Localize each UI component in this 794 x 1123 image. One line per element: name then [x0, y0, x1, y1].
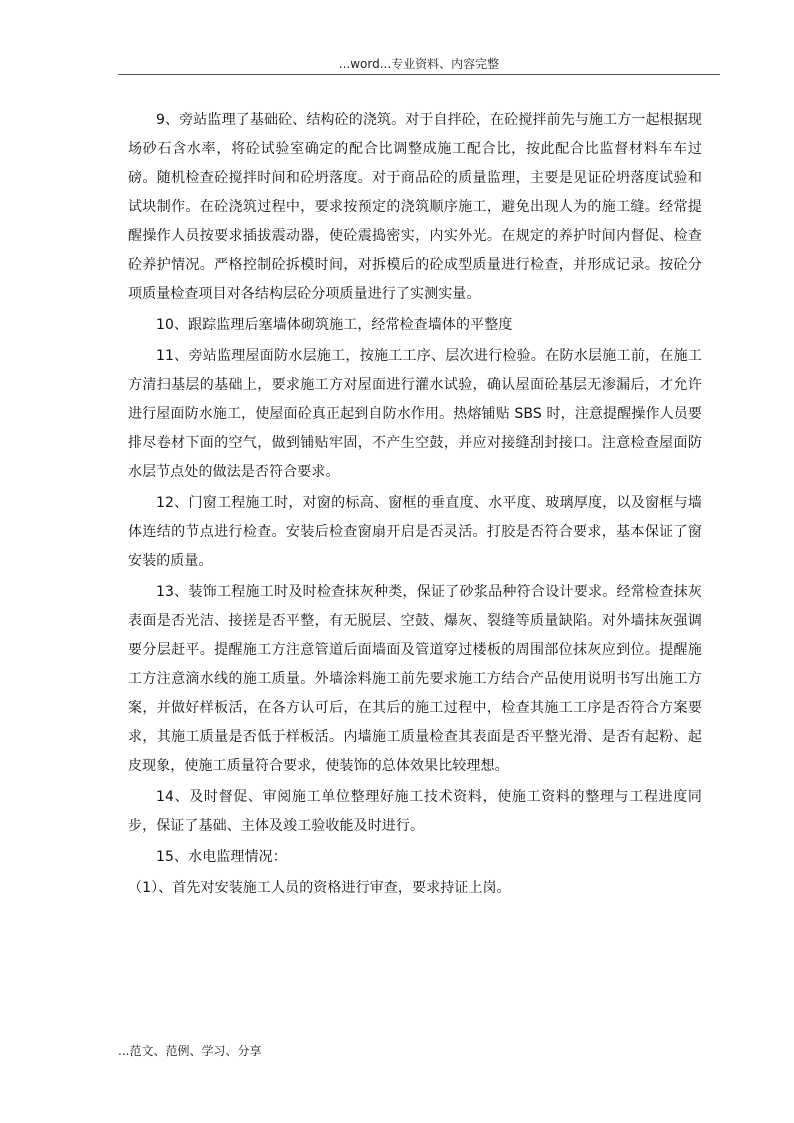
paragraph-11-roof-waterproofing: 11、旁站监理屋面防水层施工，按施工工序、层次进行检验。在防水层施工前，在施工方清扫基层的基础上，要求施工方对屋面进行灌水试验，确认屋面砼基层无渗漏后，才允许进行屋面防水施工，使屋面砼真正起到自防水作用。热熔铺贴 SBS 时，注意提醒操作人员要排尽卷材下面的空气，做到铺贴牢固，不产生空鼓，并应对接缝刮封接口。注意检查屋面防水层节点处的做法是否符合要求。	[128, 348, 702, 480]
paragraph-12-doors-windows: 12、门窗工程施工时，对窗的标高、窗框的垂直度、水平度、玻璃厚度，以及窗框与墙体连结的节点进行检查。安装后检查窗扇开启是否灵活。打胶是否符合要求，基本保证了窗安装的质量。	[128, 495, 702, 569]
page-footer: ...范文、范例、学习、分享	[118, 1044, 262, 1058]
document-body	[128, 106, 702, 905]
page-header: ...word...专业资料、内容完整	[338, 57, 500, 71]
paragraph-15-1-qualification-check: （1）、首先对安装施工人员的资格进行审查，要求持证上岗。	[128, 880, 511, 896]
paragraph-13-decoration-works: 13、装饰工程施工时及时检查抹灰种类，保证了砂浆品种符合设计要求。经常检查抹灰表面是否光洁、接搓是否平整，有无脱层、空鼓、爆灰、裂缝等质量缺陷。对外墙抹灰强调要分层赶平。提醒施工方注意管道后面墙面及管道穿过楼板的周围部位抹灰应到位。提醒施工方注意滴水线的施工质量。外墙涂料施工前先要求施工方结合产品使用说明书写出施工方案，并做好样板活，在各方认可后，在其后的施工过程中，检查其施工工序是否符合方案要求，其施工质量是否低于样板活。内墙施工质量检查其表面是否平整光滑、是否有起粉、起皮现象，使施工质量符合要求，使装饰的总体效果比较理想。	[128, 584, 702, 774]
paragraph-14-technical-documents: 14、及时督促、审阅施工单位整理好施工技术资料，使施工资料的整理与工程进度同步，保证了基础、主体及竣工验收能及时进行。	[128, 789, 702, 834]
header-divider	[118, 74, 720, 75]
paragraph-10-wall-masonry: 10、跟踪监理后塞墙体砌筑施工，经常检查墙体的平整度	[156, 317, 513, 333]
paragraph-15-mep-supervision: 15、水电监理情况：	[156, 849, 287, 865]
paragraph-9-concrete-supervision: 9、旁站监理了基础砼、结构砼的浇筑。对于自拌砼，在砼搅拌前先与施工方一起根据现场砂石含水率，将砼试验室确定的配合比调整成施工配合比，按此配合比监督材料车车过磅。随机检查砼搅拌时间和砼坍落度。对于商品砼的质量监理，主要是见证砼坍落度试验和试块制作。在砼浇筑过程中，要求按预定的浇筑顺序施工，避免出现人为的施工缝。经常提醒操作人员按要求插拔震动器，使砼震捣密实，内实外光。在规定的养护时间内督促、检查砼养护情况。严格控制砼拆模时间，对拆模后的砼成型质量进行检查，并形成记录。按砼分项质量检查项目对各结构层砼分项质量进行了实测实量。	[128, 112, 702, 302]
